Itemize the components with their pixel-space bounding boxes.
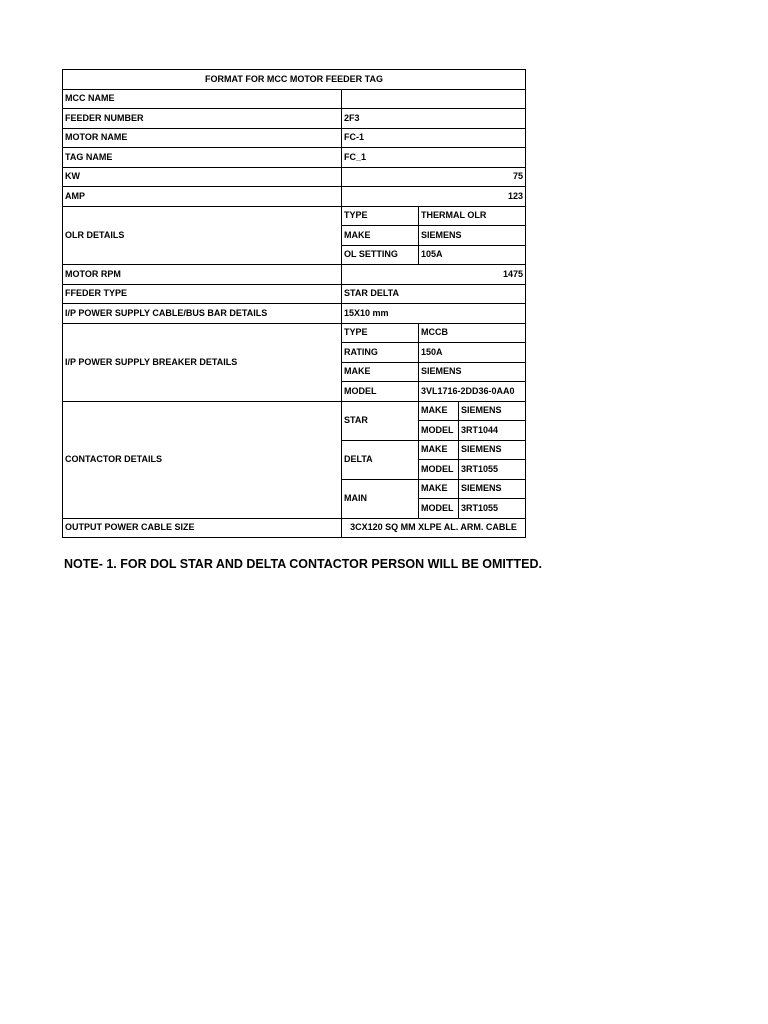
olr-label: OLR DETAILS xyxy=(63,206,342,265)
ip-breaker-label: I/P POWER SUPPLY BREAKER DETAILS xyxy=(63,323,342,401)
amp-label: AMP xyxy=(63,187,342,207)
motor-rpm-value: 1475 xyxy=(342,265,526,285)
title-row xyxy=(63,70,526,90)
contactor-group-name: STAR xyxy=(342,401,419,440)
contactor-make-label: MAKE xyxy=(419,479,459,499)
output-cable-value: 3CX120 SQ MM XLPE AL. ARM. CABLE xyxy=(342,518,526,538)
motor-name-label: MOTOR NAME xyxy=(63,128,342,148)
motor-name-value: FC-1 xyxy=(342,128,526,148)
contactor-group-name: DELTA xyxy=(342,440,419,479)
feeder-tag-table xyxy=(62,69,526,538)
motor-rpm-label: MOTOR RPM xyxy=(63,265,342,285)
contactor-model-label: MODEL xyxy=(419,460,459,480)
kw-label: KW xyxy=(63,167,342,187)
contactor-model-value: 3RT1055 xyxy=(459,460,526,480)
contactor-make-value: SIEMENS xyxy=(459,440,526,460)
mcc-name-value xyxy=(342,89,526,109)
ip-cable-value: 15X10 mm xyxy=(342,304,526,324)
note-text: NOTE- 1. FOR DOL STAR AND DELTA CONTACTOR PERSON WILL BE OMITTED. xyxy=(64,557,543,571)
olr-value: SIEMENS xyxy=(419,226,526,246)
tag-name-row xyxy=(63,148,526,168)
kw-value: 75 xyxy=(342,167,526,187)
ip-cable-row xyxy=(63,304,526,324)
olr-value: THERMAL OLR xyxy=(419,206,526,226)
olr-key: TYPE xyxy=(342,206,419,226)
ip-breaker-key: TYPE xyxy=(342,323,419,343)
table-title: FORMAT FOR MCC MOTOR FEEDER TAG xyxy=(63,70,526,90)
feeder-number-label: FEEDER NUMBER xyxy=(63,109,342,129)
olr-row xyxy=(63,206,526,226)
contactor-model-label: MODEL xyxy=(419,421,459,441)
amp-row xyxy=(63,187,526,207)
feeder-type-value: STAR DELTA xyxy=(342,284,526,304)
ip-breaker-key: MODEL xyxy=(342,382,419,402)
mcc-name-row xyxy=(63,89,526,109)
contactor-make-label: MAKE xyxy=(419,440,459,460)
contactor-make-label: MAKE xyxy=(419,401,459,421)
kw-row xyxy=(63,167,526,187)
motor-name-row xyxy=(63,128,526,148)
mcc-name-label: MCC NAME xyxy=(63,89,342,109)
ip-cable-label: I/P POWER SUPPLY CABLE/BUS BAR DETAILS xyxy=(63,304,342,324)
contactor-row xyxy=(63,401,526,421)
ip-breaker-key: RATING xyxy=(342,343,419,363)
contactor-group-name: MAIN xyxy=(342,479,419,518)
olr-key: MAKE xyxy=(342,226,419,246)
output-cable-label: OUTPUT POWER CABLE SIZE xyxy=(63,518,342,538)
ip-breaker-value: SIEMENS xyxy=(419,362,526,382)
ip-breaker-row xyxy=(63,323,526,343)
contactor-model-value: 3RT1044 xyxy=(459,421,526,441)
contactor-make-value: SIEMENS xyxy=(459,401,526,421)
feeder-type-row xyxy=(63,284,526,304)
contactor-model-label: MODEL xyxy=(419,499,459,519)
tag-name-label: TAG NAME xyxy=(63,148,342,168)
feeder-type-label: FFEDER TYPE xyxy=(63,284,342,304)
contactor-model-value: 3RT1055 xyxy=(459,499,526,519)
tag-name-value: FC_1 xyxy=(342,148,526,168)
olr-value: 105A xyxy=(419,245,526,265)
output-cable-row xyxy=(63,518,526,538)
ip-breaker-value: 150A xyxy=(419,343,526,363)
contactor-make-value: SIEMENS xyxy=(459,479,526,499)
feeder-number-row xyxy=(63,109,526,129)
amp-value: 123 xyxy=(342,187,526,207)
ip-breaker-value: 3VL1716-2DD36-0AA0 xyxy=(419,382,526,402)
ip-breaker-key: MAKE xyxy=(342,362,419,382)
ip-breaker-value: MCCB xyxy=(419,323,526,343)
motor-rpm-row xyxy=(63,265,526,285)
contactor-label: CONTACTOR DETAILS xyxy=(63,401,342,518)
olr-key: OL SETTING xyxy=(342,245,419,265)
feeder-number-value: 2F3 xyxy=(342,109,526,129)
